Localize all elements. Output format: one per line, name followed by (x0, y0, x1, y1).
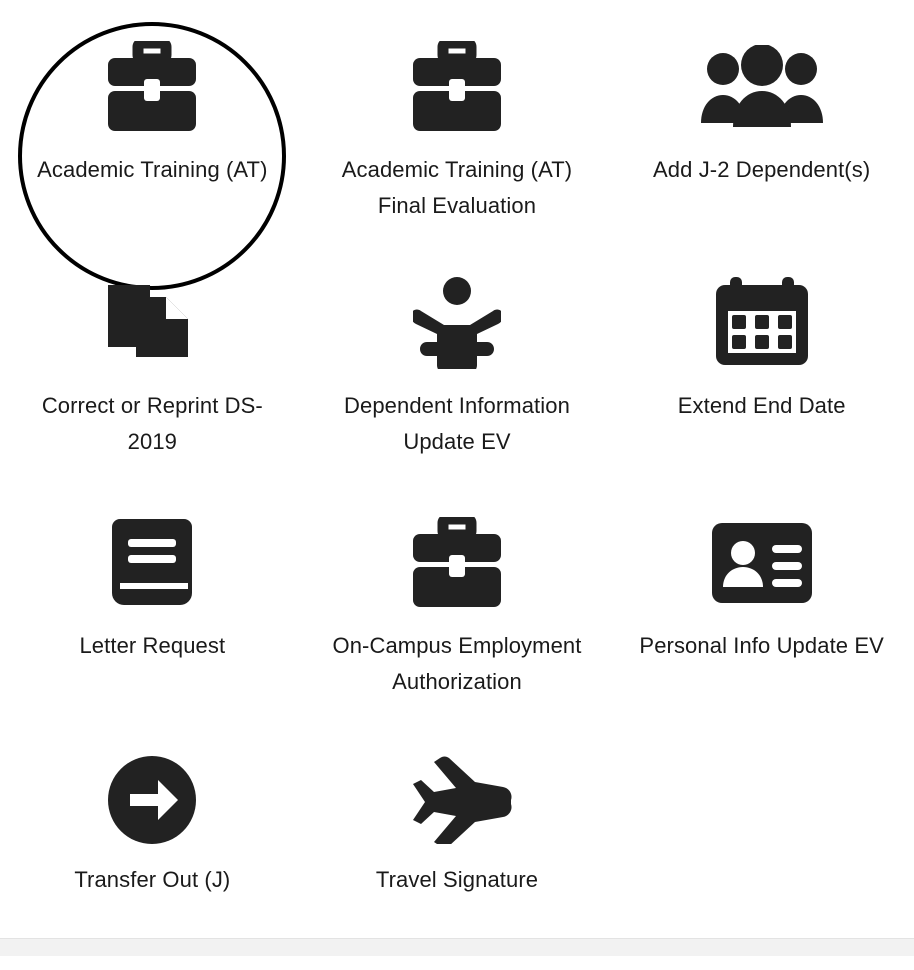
calendar-icon (714, 268, 810, 378)
people-group-icon (701, 32, 823, 142)
tile-label: On-Campus Employment Authorization (332, 633, 582, 694)
briefcase-icon (102, 32, 202, 142)
tile-letter-request[interactable] (0, 490, 305, 730)
tile-label: Add J-2 Dependent(s) (653, 157, 871, 182)
tile-on-campus-employment-authorization[interactable] (305, 490, 610, 730)
copy-documents-icon (106, 268, 198, 378)
tile-label: Dependent Information Update EV (344, 393, 570, 454)
tile-label: Academic Training (AT) (37, 157, 268, 182)
tile-label: Travel Signature (375, 867, 539, 892)
briefcase-icon (407, 32, 507, 142)
tile-academic-training[interactable] (0, 10, 305, 250)
tile-label: Extend End Date (677, 393, 846, 418)
tile-label: Correct or Reprint DS-2019 (41, 393, 263, 454)
tile-label: Letter Request (79, 633, 226, 658)
tile-dependent-information-update-ev[interactable] (305, 250, 610, 490)
tile-extend-end-date[interactable] (609, 250, 914, 490)
person-raised-arms-icon (413, 268, 501, 378)
tile-label: Transfer Out (J) (74, 867, 231, 892)
tile-label: Academic Training (AT) Final Evaluation (341, 157, 573, 218)
id-card-icon (710, 508, 814, 618)
book-icon (108, 508, 196, 618)
tile-personal-info-update-ev[interactable] (609, 490, 914, 730)
tile-correct-or-reprint-ds-2019[interactable] (0, 250, 305, 490)
tile-add-j2-dependents[interactable] (609, 10, 914, 250)
footer-strip (0, 938, 914, 956)
airplane-icon (399, 748, 515, 852)
tile-label: Personal Info Update EV (639, 633, 884, 658)
briefcase-icon (407, 508, 507, 618)
arrow-right-circle-icon (106, 748, 198, 852)
tile-travel-signature[interactable] (305, 730, 610, 970)
tile-empty-slot (609, 730, 914, 970)
tile-transfer-out-j[interactable] (0, 730, 305, 970)
tile-academic-training-final-evaluation[interactable] (305, 10, 610, 250)
